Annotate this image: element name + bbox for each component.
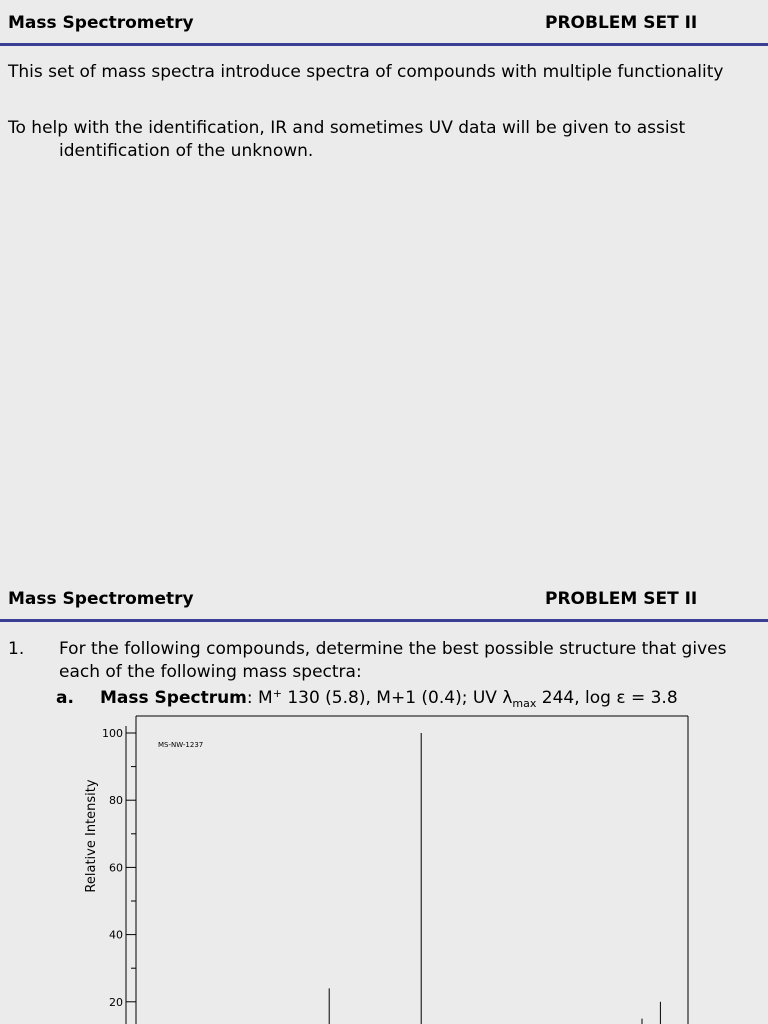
- y-tick-label: 80: [109, 794, 123, 808]
- slide-header: [0, 0, 768, 46]
- help-paragraph: [8, 117, 685, 163]
- part-rest-2: 244, log: [536, 688, 617, 708]
- lambda-sub: max: [512, 697, 537, 710]
- epsilon-symbol: ε: [616, 688, 626, 708]
- question-line-2: each of the following mass spectra:: [59, 662, 362, 682]
- part-letter: a.: [56, 688, 74, 708]
- part-rest-1: 130 (5.8), M+1 (0.4); UV: [281, 688, 503, 708]
- y-tick-label: 100: [102, 727, 123, 740]
- part-label: Mass Spectrum: [100, 688, 247, 708]
- mass-spectrum-chart: [0, 576, 768, 1024]
- slide-2: [0, 576, 768, 1024]
- header-problem-set: PROBLEM SET II: [545, 13, 698, 33]
- header-problem-set: PROBLEM SET II: [545, 589, 698, 609]
- header-rule: [0, 43, 768, 46]
- part-m-sup: +: [272, 687, 282, 700]
- lambda-symbol: λ: [502, 688, 513, 708]
- help-line-1: To help with the identification, IR and sometimes UV data will be given to assist: [8, 118, 686, 138]
- chart-layer: [84, 716, 688, 1024]
- intro-paragraph: This set of mass spectra introduce spectra of compounds with multiple functionality: [8, 62, 724, 82]
- y-tick-label: 60: [109, 861, 123, 875]
- question-line-1: For the following compounds, determine the best possible structure that gives: [59, 639, 727, 659]
- header-title: Mass Spectrometry: [8, 13, 194, 33]
- y-axis-label: Relative Intensity: [84, 779, 99, 893]
- part-rest-3: = 3.8: [625, 688, 678, 708]
- header-title: Mass Spectrometry: [8, 589, 194, 609]
- y-tick-label: 20: [109, 995, 123, 1009]
- question-number: 1.: [8, 639, 25, 659]
- y-tick-label: 40: [109, 928, 123, 942]
- spectrum-id-annotation: MS-NW-1237: [158, 741, 204, 749]
- part-m: : M: [246, 688, 273, 708]
- help-line-2: identification of the unknown.: [59, 141, 314, 161]
